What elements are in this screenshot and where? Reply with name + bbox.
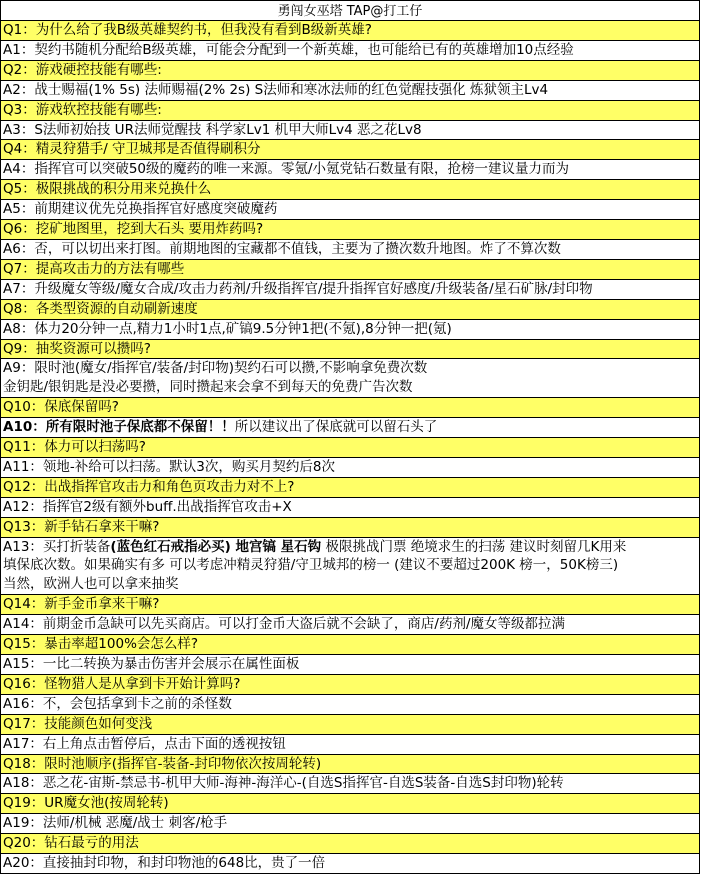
row-line (3, 675, 697, 694)
row-line (3, 518, 697, 537)
row-text: A4：指挥官可以突破50级的魔药的唯一来源。零氪/小氪党钻石数量有限，抢榜一建议量力而为 (3, 161, 570, 178)
row-text: Q9：抽奖资源可以攒吗? (3, 340, 151, 357)
sheet-title: 勇闯女巫塔 TAP@打工仔 (1, 0, 699, 21)
row-line (3, 615, 697, 634)
row-text: Q13：新手钻石拿来干嘛? (3, 518, 160, 535)
answer-row (1, 615, 699, 635)
question-row (1, 595, 699, 615)
answer-row (1, 774, 699, 794)
question-row (1, 675, 699, 695)
row-line (3, 41, 697, 60)
row-text: A20：直接抽封印物，和封印物池的648比，贵了一倍 (3, 855, 326, 872)
bold-text: (蓝色红石戒指必买) 地宫镐 星石钩 (110, 538, 322, 555)
row-line (3, 814, 697, 833)
row-line (3, 140, 697, 159)
row-line (3, 121, 697, 140)
row-text: A16：不，会包括拿到卡之前的杀怪数 (3, 695, 232, 712)
row-line (3, 774, 697, 793)
question-row (1, 61, 699, 81)
row-text: A3：S法师初始技 UR法师觉醒技 科学家Lv1 机甲大师Lv4 恶之花Lv8 (3, 121, 422, 138)
row-line (3, 260, 697, 279)
row-line (3, 21, 697, 40)
row-line (3, 755, 697, 774)
question-row (1, 438, 699, 458)
row-text: A17：右上角点击暂停后，点击下面的透视按钮 (3, 735, 286, 752)
answer-row (1, 160, 699, 180)
answer-row (1, 854, 699, 874)
row-line (3, 180, 697, 199)
question-row (1, 340, 699, 360)
row-text: Q18：限时池顺序(指挥官-装备-封印物依次按周轮转) (3, 755, 322, 772)
row-line (3, 438, 697, 457)
question-row (1, 220, 699, 240)
row-text: A6：否，可以切出来打图。前期地图的宝藏都不值钱，主要为了攒次数升地图。炸了不算次数 (3, 240, 561, 257)
row-text: Q12：出战指挥官攻击力和角色页攻击力对不上? (3, 478, 295, 495)
row-text: Q19：UR魔女池(按周轮转) (3, 795, 169, 812)
faq-rows (1, 21, 699, 874)
answer-row (1, 280, 699, 300)
row-text: A15：一比二转换为暴击伤害并会展示在属性面板 (3, 656, 300, 672)
row-text: Q20：钻石最亏的用法 (3, 835, 139, 852)
row-line (3, 240, 697, 259)
question-row (1, 140, 699, 160)
row-line (3, 340, 697, 359)
row-text: Q16：怪物猎人是从拿到卡开始计算吗? (3, 675, 241, 692)
row-line (3, 794, 697, 813)
row-line (3, 498, 697, 517)
row-text: A18：恶之花-宙斯-禁忌书-机甲大师-海神-海洋心-(自选S指挥官-自选S装备-自选S封印物)轮转 (3, 775, 564, 792)
row-text: A7：升级魔女等级/魔女合成/攻击力药剂/升级指挥官/提升指挥官好感度/升级装备/星石矿脉/封印物 (3, 280, 593, 297)
row-text: 当然，欧洲人也可以拿来抽奖 (3, 576, 179, 593)
row-line (3, 101, 697, 120)
row-text: Q2：游戏硬控技能有哪些: (3, 61, 162, 78)
row-text: A5：前期建议优先兑换指挥官好感度突破魔药 (3, 201, 278, 218)
answer-row (1, 498, 699, 518)
row-text: Q14：新手金币拿来干嘛? (3, 596, 160, 613)
question-row (1, 478, 699, 498)
row-text: Q15：暴击率超100%会怎么样? (3, 636, 199, 653)
row-text: A14：前期金币急缺可以先买商店。可以打金币大盗后就不会缺了，商店/药剂/魔女等级都拉满 (3, 616, 566, 633)
row-text: Q6：挖矿地图里，挖到大石头 要用炸药吗? (3, 221, 264, 238)
row-text: 极限挑战门票 绝境求生的扫荡 建议时刻留几K用来 (321, 538, 627, 555)
row-text: A9：限时池(魔女/指挥官/装备/封印物)契约石可以攒,不影响拿免费次数 (3, 360, 428, 377)
answer-row (1, 655, 699, 675)
row-line (3, 81, 697, 100)
row-line (3, 595, 697, 614)
row-line (3, 200, 697, 219)
row-line (3, 418, 697, 437)
answer-row (1, 538, 699, 596)
row-line (3, 478, 697, 497)
question-row (1, 260, 699, 280)
row-text: Q3：游戏软控技能有哪些: (3, 101, 162, 118)
row-line (3, 575, 697, 594)
row-line (3, 220, 697, 239)
row-text: A12：指挥官2级有额外buff.出战指挥官攻击+X (3, 498, 292, 515)
row-line (3, 655, 697, 674)
row-text: Q11：体力可以扫荡吗? (3, 439, 146, 456)
row-text: A11：领地-补给可以扫荡。默认3次，购买月契约后8次 (3, 458, 335, 475)
row-line (3, 854, 697, 873)
answer-row (1, 695, 699, 715)
row-line (3, 398, 697, 417)
row-line (3, 556, 697, 575)
row-line (3, 715, 697, 734)
row-line (3, 280, 697, 299)
row-line (3, 735, 697, 754)
answer-row (1, 359, 699, 398)
question-row (1, 518, 699, 538)
answer-row (1, 41, 699, 61)
row-text: Q5：极限挑战的积分用来兑换什么 (3, 181, 212, 198)
row-text: Q7：提高攻击力的方法有哪些 (3, 260, 185, 277)
row-line (3, 458, 697, 477)
row-text: 填保底次数。如果确实有多 可以考虑冲精灵狩猎/守卫城邦的榜一 (建议不要超过200K 榜一，50K榜三) (3, 557, 619, 574)
question-row (1, 635, 699, 655)
answer-row (1, 81, 699, 101)
answer-row (1, 320, 699, 340)
answer-row (1, 735, 699, 755)
row-text: A13：买打折装备 (3, 538, 111, 555)
question-row (1, 715, 699, 735)
row-text: 金钥匙/银钥匙是没必要攒，同时攒起来会拿不到每天的免费广告次数 (3, 379, 413, 396)
row-line (3, 61, 697, 80)
row-text: Q10：保底保留吗? (3, 399, 119, 416)
row-text: Q17：技能颜色如何变浅 (3, 715, 153, 732)
row-line (3, 160, 697, 179)
row-text: Q1：为什么给了我B级英雄契约书，但我没有看到B级新英雄? (3, 22, 372, 38)
row-text: Q8：各类型资源的自动刷新速度 (3, 300, 198, 317)
answer-row (1, 200, 699, 220)
bold-text: A10：所有限时池子保底都不保留！！ (3, 419, 235, 436)
question-row (1, 398, 699, 418)
row-line (3, 359, 697, 378)
row-text: 所以建议出了保底就可以留石头了 (234, 419, 438, 436)
answer-row (1, 240, 699, 260)
question-row (1, 794, 699, 814)
row-text: Q4：精灵狩猎手/ 守卫城邦是否值得刷积分 (3, 141, 261, 158)
row-text: A1：契约书随机分配给B级英雄，可能会分配到一个新英雄，也可能给已有的英雄增加10点经验 (3, 41, 574, 58)
answer-row (1, 418, 699, 438)
row-line (3, 378, 697, 397)
question-row (1, 755, 699, 775)
row-line (3, 695, 697, 714)
row-text: A2：战士赐福(1% 5s) 法师赐福(2% 2s) S法师和寒冰法师的红色觉醒技强化 炼狱领主Lv4 (3, 81, 549, 98)
row-line (3, 320, 697, 339)
row-line (3, 635, 697, 654)
row-text: A8：体力20分钟一点,精力1小时1点,矿镐9.5分钟1把(不氪),8分钟一把(氪) (3, 320, 452, 337)
answer-row (1, 121, 699, 141)
row-line (3, 300, 697, 319)
question-row (1, 180, 699, 200)
question-row (1, 300, 699, 320)
question-row (1, 834, 699, 854)
answer-row (1, 458, 699, 478)
question-row (1, 21, 699, 41)
row-line (3, 538, 697, 557)
answer-row (1, 814, 699, 834)
row-text: A19：法师/机械 恶魔/战士 刺客/枪手 (3, 815, 228, 832)
question-row (1, 101, 699, 121)
